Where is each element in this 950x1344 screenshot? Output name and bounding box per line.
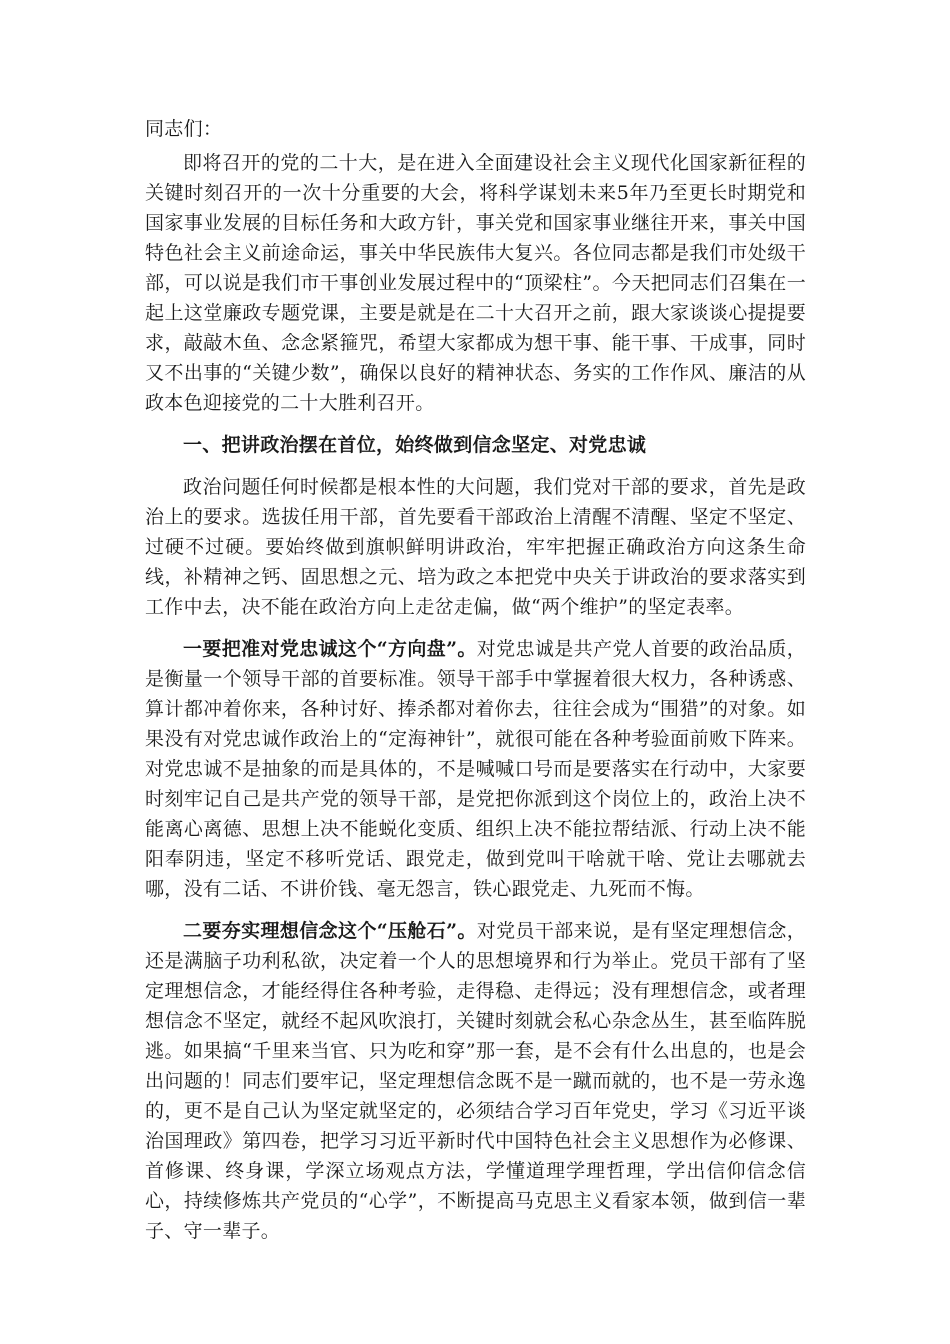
point-paragraph-2 — [145, 916, 806, 1246]
point-lead-1: 一要把准对党忠诚这个“方向盘”。 — [183, 638, 477, 660]
document-body — [145, 114, 806, 1258]
point-body-2: 对党员干部来说，是有坚定理想信念，还是满脑子功利私欲，决定着一个人的思想境界和行为举止。党员干部有了坚定理想信念，才能经得住各种考验，走得稳、走得远；没有理想信念，或者理想信念不坚定，就经不起风吹浪打，关键时刻就会私心杂念丛生，甚至临阵脱逃。如果搞“千里来当官、只为吃和穿”那一套，是不会有什么出息的，也是会出问题的！同志们要牢记，坚定理想信念既不是一蹴而就的，也不是一劳永逸的，更不是自己认为坚定就坚定的，必须结合学习百年党史，学习《习近平谈治国理政》第四卷，把学习习近平新时代中国特色社会主义思想作为必修课、首修课、终身课，学深立场观点方法，学懂道理学理哲理，学出信仰信念信心，持续修炼共产党员的“心学”，不断提高马克思主义看家本领，做到信一辈子、守一辈子。 — [145, 920, 806, 1242]
salutation: 同志们： — [145, 118, 223, 140]
section-heading-1: 一、把讲政治摆在首位，始终做到信念坚定、对党忠诚 — [183, 434, 647, 456]
intro-paragraph: 即将召开的党的二十大，是在进入全面建设社会主义现代化国家新征程的关键时刻召开的一次十分重要的大会，将科学谋划未来5年乃至更长时期党和国家事业发展的目标任务和大政方针，事关党和国家事业继往开来，事关中国特色社会主义前途命运，事关中华民族伟大复兴。各位同志都是我们市处级干部，可以说是我们市干事创业发展过程中的“顶梁柱”。今天把同志们召集在一起上这堂廉政专题党课，主要是就是在二十大召开之前，跟大家谈谈心提提要求，敲敲木鱼、念念紧箍咒，希望大家都成为想干事、能干事、干成事，同时又不出事的“关键少数”，确保以良好的精神状态、务实的工作作风、廉洁的从政本色迎接党的二十大胜利召开。 — [145, 152, 806, 414]
point-paragraph-1 — [145, 634, 806, 904]
point-body-1: 对党忠诚是共产党人首要的政治品质，是衡量一个领导干部的首要标准。领导干部手中掌握着很大权力，各种诱惑、算计都冲着你来，各种讨好、捧杀都对着你去，往往会成为“围猎”的对象。如果没有对党忠诚作政治上的“定海神针”，就很可能在各种考验面前败下阵来。对党忠诚不是抽象的而是具体的，不是喊喊口号而是要落实在行动中，大家要时刻牢记自己是共产党的领导干部，是党把你派到这个岗位上的，政治上决不能离心离德、思想上决不能蜕化变质、组织上决不能拉帮结派、行动上决不能阳奉阴违，坚定不移听党话、跟党走，做到党叫干啥就干啥、党让去哪就去哪，没有二话、不讲价钱、毫无怨言，铁心跟党走、九死而不悔。 — [145, 638, 806, 900]
section-paragraph-1: 政治问题任何时候都是根本性的大问题，我们党对干部的要求，首先是政治上的要求。选拔任用干部，首先要看干部政治上清醒不清醒、坚定不坚定、过硬不过硬。要始终做到旗帜鲜明讲政治，牢牢把握正确政治方向这条生命线，补精神之钙、固思想之元、培为政之本把党中央关于讲政治的要求落实到工作中去，决不能在政治方向上走岔走偏，做“两个维护”的坚定表率。 — [145, 476, 806, 618]
point-lead-2: 二要夯实理想信念这个“压舱石”。 — [183, 920, 477, 942]
